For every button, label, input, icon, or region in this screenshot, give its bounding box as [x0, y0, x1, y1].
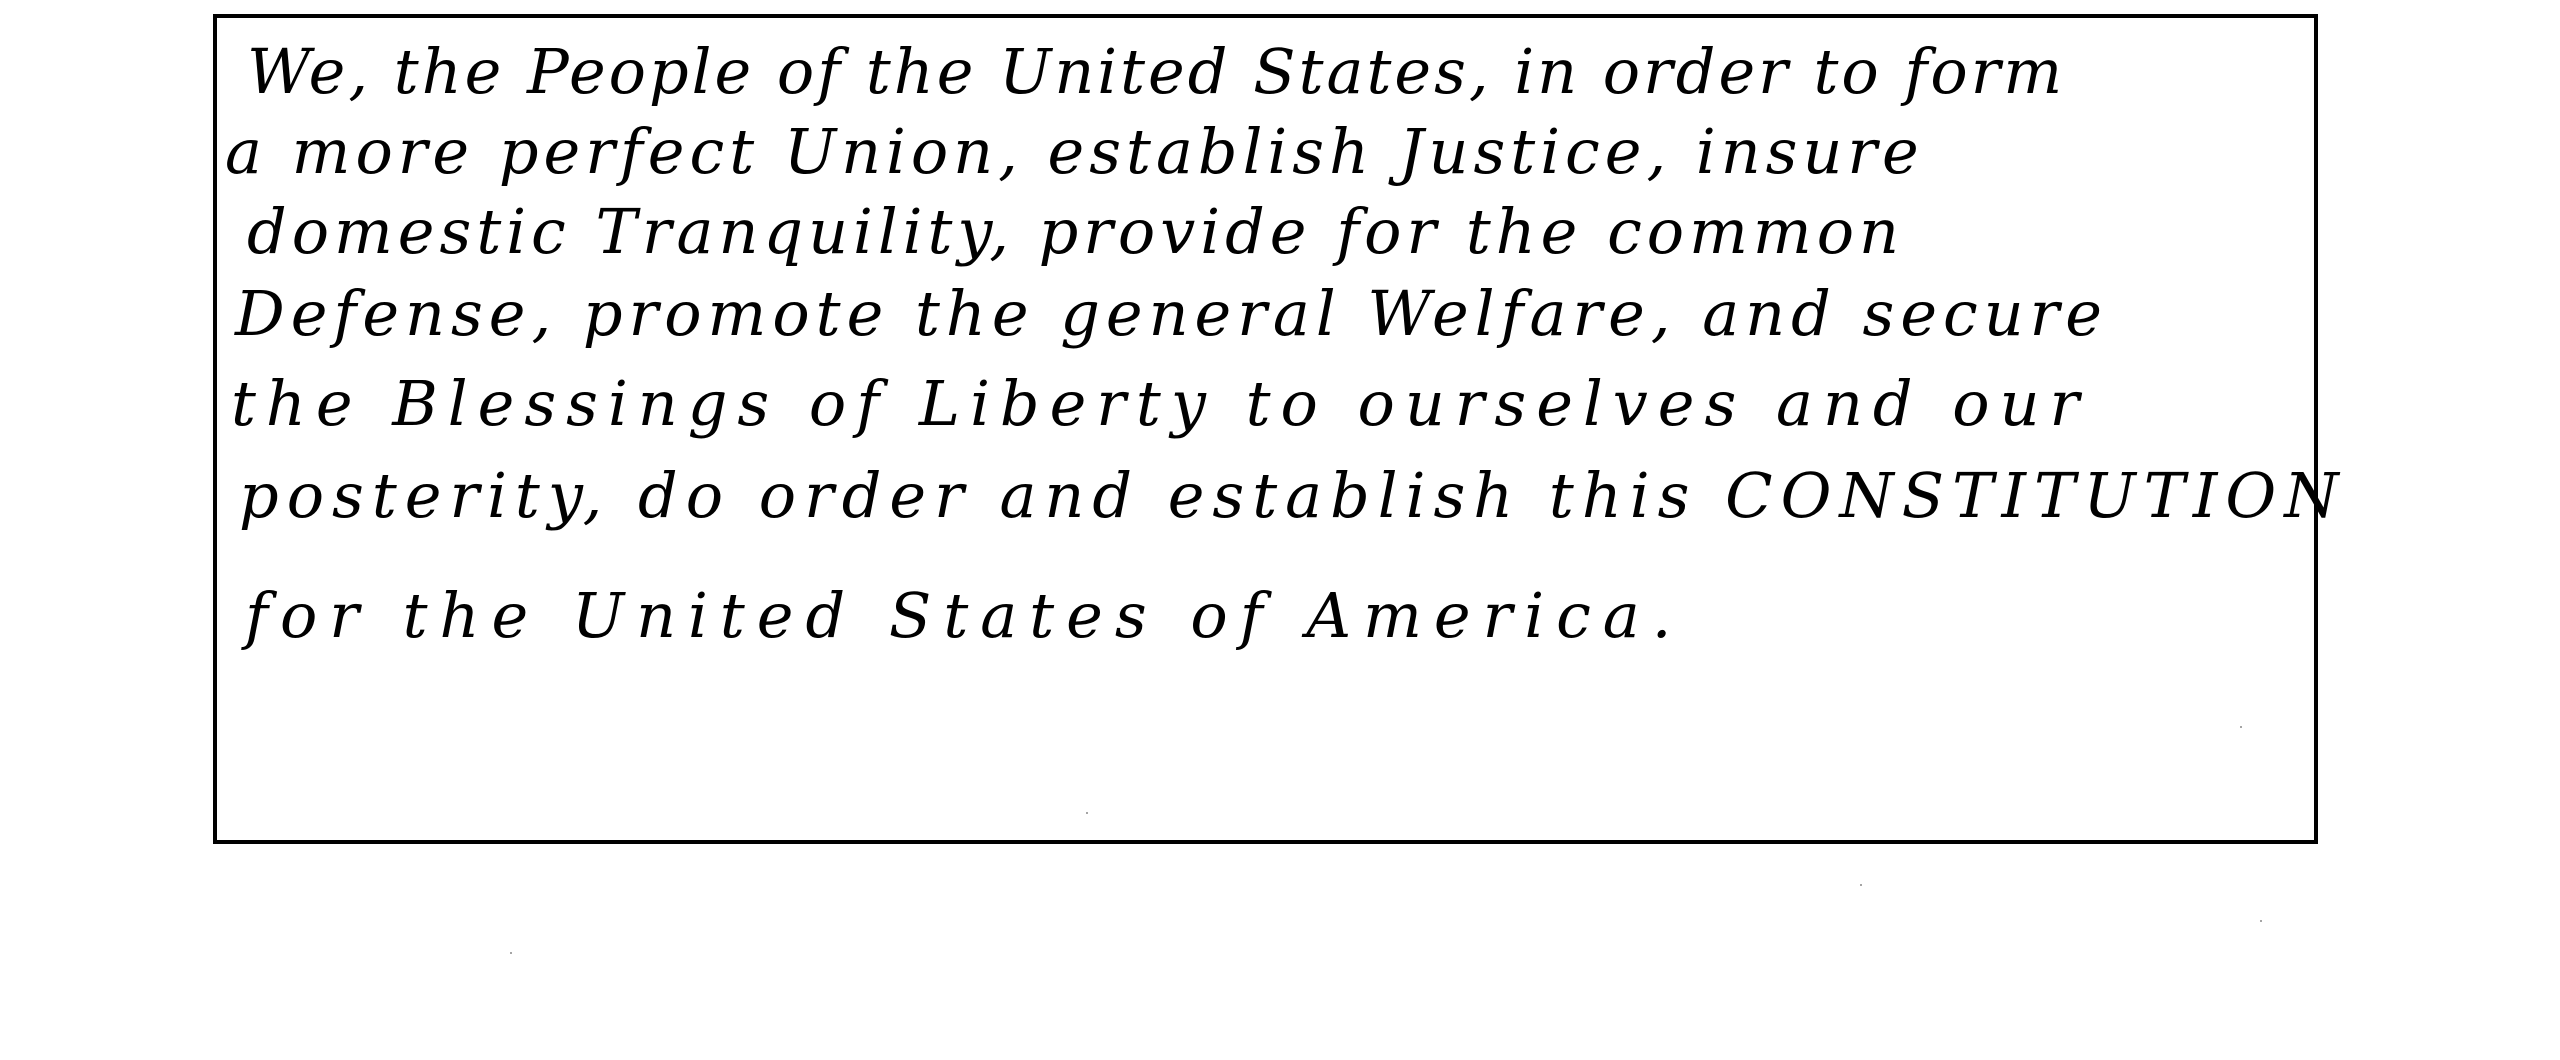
preamble-line-2: a more perfect Union, establish Justice, insure [225, 115, 1924, 188]
scan-speck [2240, 726, 2242, 728]
scan-speck [510, 952, 512, 954]
preamble-line-4: Defense, promote the general Welfare, and secure [235, 277, 2108, 350]
preamble-line-7: for the United States of America. [245, 579, 1684, 652]
preamble-line-5: the Blessings of Liberty to ourselves and our [231, 367, 2090, 440]
preamble-line-1: We, the People of the United States, in order to form [247, 35, 2066, 108]
preamble-line-3: domestic Tranquility, provide for the common [247, 195, 1904, 268]
scan-speck [2260, 920, 2262, 922]
scan-speck [1860, 884, 1862, 886]
preamble-line-6: posterity, do order and establish this CONSTITUTION [239, 459, 2347, 532]
handwritten-preamble-box [213, 14, 2347, 844]
scan-speck [1086, 812, 1088, 814]
